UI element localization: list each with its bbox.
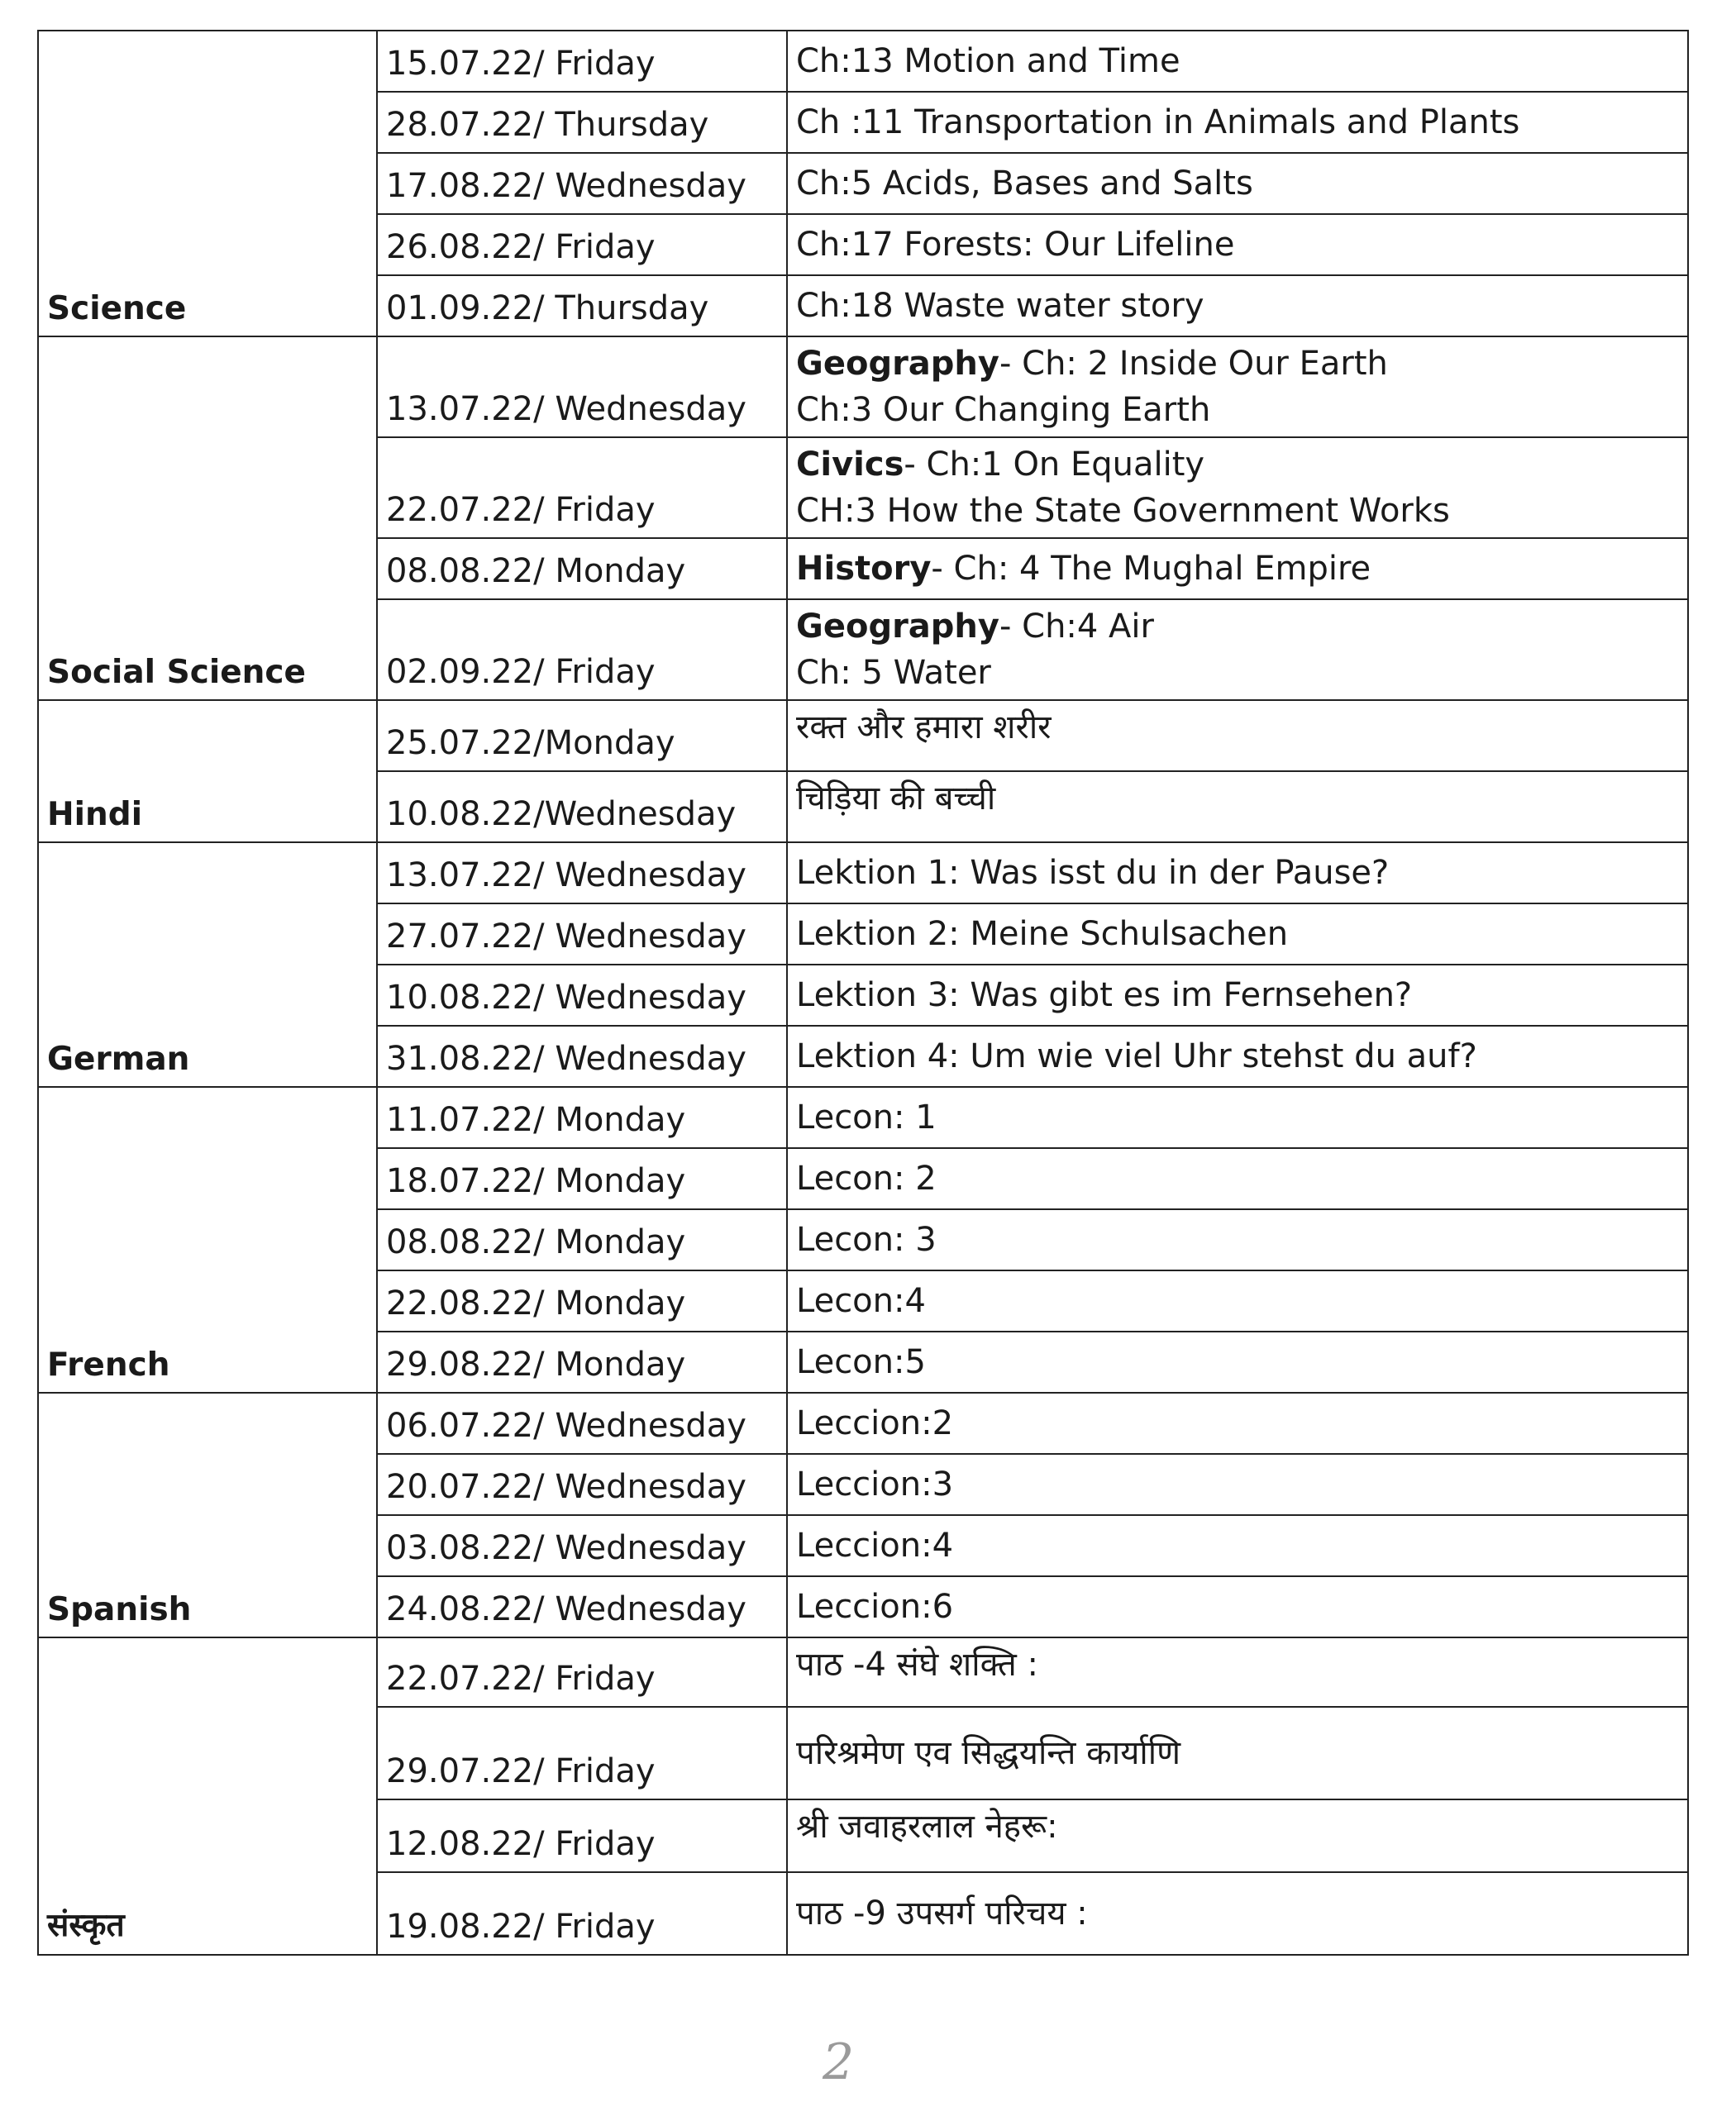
topic-bold-label: History (796, 550, 932, 588)
date-cell: 01.09.22/ Thursday (377, 275, 787, 336)
topic-cell: Leccion:6 (787, 1576, 1688, 1637)
table-row (38, 1393, 1688, 1454)
date-cell: 03.08.22/ Wednesday (377, 1515, 787, 1576)
topic-text: - Ch: 2 Inside Our Earth (999, 345, 1388, 383)
topic-cell: Ch :11 Transportation in Animals and Plants (787, 92, 1688, 153)
date-cell: 26.08.22/ Friday (377, 214, 787, 275)
topic-cell (787, 336, 1688, 437)
date-cell: 08.08.22/ Monday (377, 538, 787, 599)
topic-cell: Lektion 3: Was gibt es im Fernsehen? (787, 965, 1688, 1026)
date-cell: 25.07.22/Monday (377, 700, 787, 771)
date-cell: 13.07.22/ Wednesday (377, 336, 787, 437)
date-cell: 22.07.22/ Friday (377, 437, 787, 538)
topic-cell: श्री जवाहरलाल नेहरू: (787, 1799, 1688, 1872)
topic-bold-label: Civics (796, 446, 904, 484)
date-cell: 22.07.22/ Friday (377, 1637, 787, 1707)
topic-cell: चिड़िया की बच्ची (787, 771, 1688, 842)
subject-cell: Social Science (38, 336, 377, 700)
topic-cell: परिश्रमेण एव सिद्धयन्ति कार्याणि (787, 1707, 1688, 1799)
topic-cell: Ch:17 Forests: Our Lifeline (787, 214, 1688, 275)
topic-cell (787, 599, 1688, 700)
topic-cell: Lecon:5 (787, 1332, 1688, 1393)
date-cell: 29.08.22/ Monday (377, 1332, 787, 1393)
table-row (38, 31, 1688, 92)
subject-cell: German (38, 842, 377, 1087)
table-row (38, 842, 1688, 903)
table-row (38, 700, 1688, 771)
table-row (38, 1087, 1688, 1148)
date-cell: 20.07.22/ Wednesday (377, 1454, 787, 1515)
topic-cell: Leccion:3 (787, 1454, 1688, 1515)
date-cell: 19.08.22/ Friday (377, 1872, 787, 1955)
topic-cell: Lecon: 2 (787, 1148, 1688, 1209)
date-cell: 11.07.22/ Monday (377, 1087, 787, 1148)
date-cell: 08.08.22/ Monday (377, 1209, 787, 1270)
date-cell: 10.08.22/Wednesday (377, 771, 787, 842)
date-cell: 15.07.22/ Friday (377, 31, 787, 92)
subject-cell: Hindi (38, 700, 377, 842)
topic-text: - Ch:4 Air (999, 608, 1154, 646)
topic-cell: Lecon:4 (787, 1270, 1688, 1332)
table-row (38, 336, 1688, 437)
date-cell: 02.09.22/ Friday (377, 599, 787, 700)
subject-cell: French (38, 1087, 377, 1393)
topic-cell: Leccion:4 (787, 1515, 1688, 1576)
date-cell: 29.07.22/ Friday (377, 1707, 787, 1799)
date-cell: 12.08.22/ Friday (377, 1799, 787, 1872)
topic-cell: Lektion 4: Um wie viel Uhr stehst du auf? (787, 1026, 1688, 1087)
date-cell: 17.08.22/ Wednesday (377, 153, 787, 214)
date-cell: 27.07.22/ Wednesday (377, 903, 787, 965)
topic-cell: Ch:18 Waste water story (787, 275, 1688, 336)
topic-cell (787, 538, 1688, 599)
topic-cell: Lecon: 3 (787, 1209, 1688, 1270)
date-cell: 10.08.22/ Wednesday (377, 965, 787, 1026)
topic-bold-label: Geography (796, 345, 999, 383)
topic-text: - Ch: 4 The Mughal Empire (931, 550, 1371, 588)
subject-cell: Spanish (38, 1393, 377, 1637)
date-cell: 06.07.22/ Wednesday (377, 1393, 787, 1454)
date-cell: 24.08.22/ Wednesday (377, 1576, 787, 1637)
topic-text: CH:3 How the State Government Works (796, 492, 1450, 530)
topic-cell: Lecon: 1 (787, 1087, 1688, 1148)
date-cell: 18.07.22/ Monday (377, 1148, 787, 1209)
topic-cell (787, 437, 1688, 538)
subject-cell: संस्कृत (38, 1637, 377, 1955)
topic-cell: पाठ -4 संघे शक्ति : (787, 1637, 1688, 1707)
date-cell: 31.08.22/ Wednesday (377, 1026, 787, 1087)
topic-bold-label: Geography (796, 608, 999, 646)
topic-cell: Lektion 1: Was isst du in der Pause? (787, 842, 1688, 903)
subject-cell: Science (38, 31, 377, 336)
topic-cell: Ch:5 Acids, Bases and Salts (787, 153, 1688, 214)
date-cell: 13.07.22/ Wednesday (377, 842, 787, 903)
topic-cell: रक्त और हमारा शरीर (787, 700, 1688, 771)
date-cell: 22.08.22/ Monday (377, 1270, 787, 1332)
page-number: 2 (823, 2033, 855, 2091)
topic-cell: Ch:13 Motion and Time (787, 31, 1688, 92)
table-row (38, 1637, 1688, 1707)
topic-text: - Ch:1 On Equality (904, 446, 1205, 484)
topic-cell: पाठ -9 उपसर्ग परिचय : (787, 1872, 1688, 1955)
topic-cell: Leccion:2 (787, 1393, 1688, 1454)
topic-text: Ch: 5 Water (796, 654, 991, 692)
topic-text: Ch:3 Our Changing Earth (796, 391, 1211, 429)
date-cell: 28.07.22/ Thursday (377, 92, 787, 153)
schedule-table (37, 30, 1689, 1956)
topic-cell: Lektion 2: Meine Schulsachen (787, 903, 1688, 965)
